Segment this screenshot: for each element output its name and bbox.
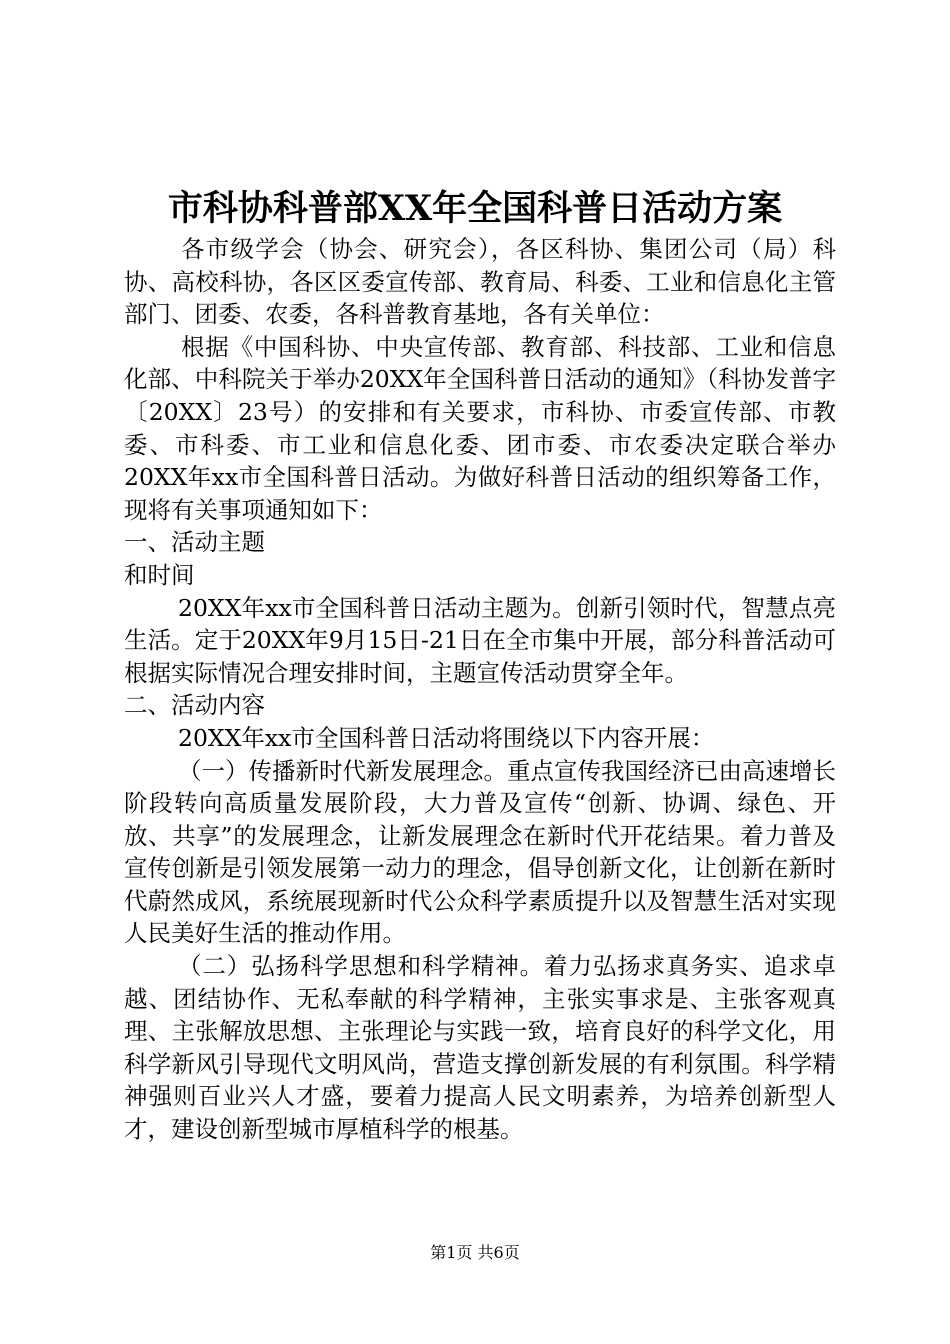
addressee-paragraph: 各市级学会（协会、研究会），各区科协、集团公司（局）科协、高校科协，各区区委宣传部、教育局、科委、工业和信息化主管部门、团委、农委，各科普教育基地，各有关单位： (124, 235, 836, 329)
section-heading-1-continued: 和时间 (124, 560, 195, 589)
section-heading-1: 一、活动主题 (124, 528, 265, 557)
content-item-2: （二）弘扬科学思想和科学精神。着力弘扬求真务实、追求卓越、团结协作、无私奉献的科学精神，主张实事求是、主张客观真理、主张解放思想、主张理论与实践一致，培育良好的科学文化，用科学新风引导现代文明风尚，营造支撑创新发展的有利氛围。科学精神强则百业兴人才盛，要着力提高人民文明素养，为培养创新型人才，建设创新型城市厚植科学的根基。 (124, 952, 836, 1144)
theme-paragraph: 20XX年xx市全国科普日活动主题为。创新引领时代，智慧点亮生活。定于20XX年9月15日-21日在全市集中开展，部分科普活动可根据实际情况合理安排时间，主题宣传活动贯穿全年。 (124, 593, 836, 687)
intro-paragraph: 根据《中国科协、中央宣传部、教育部、科技部、工业和信息化部、中科院关于举办20XX年全国科普日活动的通知》（科协发普字〔20XX〕23号）的安排和有关要求，市科协、市委宣传部、市教委、市科委、市工业和信息化委、团市委、市农委决定联合举办20XX年xx市全国科普日活动。为做好科普日活动的组织筹备工作，现将有关事项通知如下： (124, 332, 836, 524)
content-item-1: （一）传播新时代新发展理念。重点宣传我国经济已由高速增长阶段转向高质量发展阶段，大力普及宣传“创新、协调、绿色、开放、共享”的发展理念，让新发展理念在新时代开花结果。着力普及宣传创新是引领发展第一动力的理念，倡导创新文化，让创新在新时代蔚然成风，系统展现新时代公众科学素质提升以及智慧生活对实现人民美好生活的推动作用。 (124, 756, 836, 948)
document-body (124, 233, 836, 1146)
document-title: 市科协科普部XX年全国科普日活动方案 (167, 188, 783, 229)
content-intro-paragraph: 20XX年xx市全国科普日活动将围绕以下内容开展： (178, 723, 715, 752)
section-heading-2: 二、活动内容 (124, 691, 265, 720)
page-footer: 第1页 共6页 (430, 1243, 520, 1262)
